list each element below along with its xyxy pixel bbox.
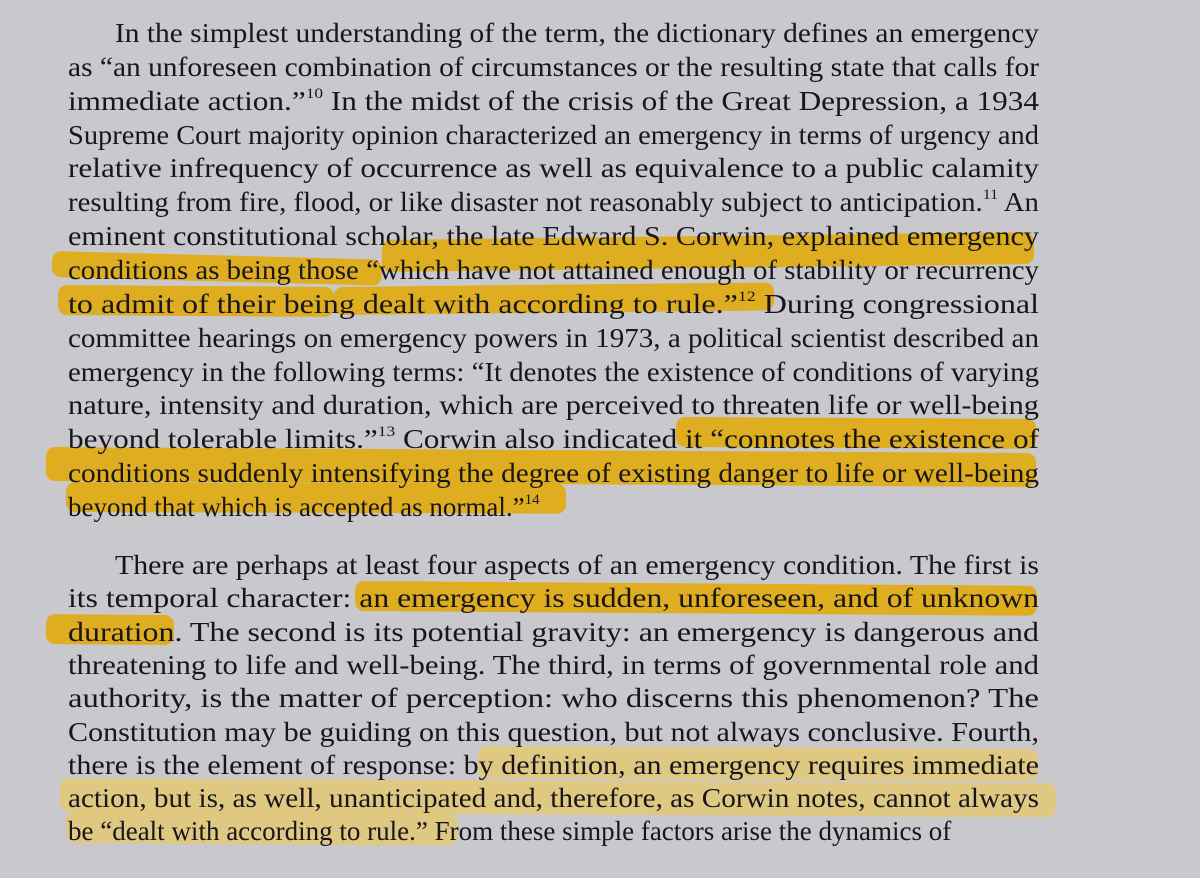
text-line [68, 456, 1039, 490]
text-run: resulting from fire, flood, or like disaster not reasonably subject to anticipation. [68, 187, 983, 218]
text-line [68, 321, 1039, 355]
text-run: conditions suddenly intensifying the degree of existing danger to life or well-being [68, 458, 1040, 489]
text-run: as “an unforeseen combination of circumstances or the resulting state that calls for [68, 51, 1040, 82]
text-line [68, 615, 1039, 649]
footnote-ref: 10 [305, 85, 324, 102]
text-run: action, but is, as well, unanticipated and, therefore, as Corwin notes, cannot always [68, 783, 1040, 814]
text-line [68, 355, 1039, 389]
text-line [68, 118, 1039, 152]
text-line [68, 581, 1039, 615]
text-run: Corwin also indicated it “connotes the existence of [395, 424, 1040, 455]
text-line [68, 253, 1039, 287]
text-run: beyond tolerable limits.” [68, 424, 378, 455]
text-run: to admit of their being dealt with according to rule.” [68, 288, 738, 319]
footnote-ref: 12 [737, 288, 756, 305]
text-run: relative infrequency of occurrence as well as equivalence to a public calamity [68, 153, 1039, 184]
text-line [68, 781, 1039, 815]
text-run: beyond that which is accepted as normal.” [68, 491, 525, 522]
text-line [115, 548, 1039, 582]
text-line [68, 287, 1039, 321]
text-run: its temporal character: an emergency is sudden, unforeseen, and of unknown [68, 583, 1039, 614]
footnote-ref: 11 [982, 187, 999, 204]
text-run: there is the element of response: by definition, an emergency requires immediate [68, 749, 1040, 780]
text-line [68, 151, 1039, 185]
text-run: During congressional [755, 288, 1040, 319]
text-run: eminent constitutional scholar, the late Edward S. Corwin, explained emergency [68, 221, 1040, 252]
text-run: committee hearings on emergency powers in 1973, a political scientist described an [68, 322, 1039, 353]
footnote-ref: 13 [377, 424, 396, 441]
text-line [68, 648, 1039, 682]
text-run: immediate action.” [68, 85, 306, 116]
text-line [68, 422, 1039, 456]
text-run: There are perhaps at least four aspects of an emergency condition. The first is [115, 550, 1040, 580]
text-run: conditions as being those “which have not attained enough of stability or recurrency [68, 254, 1039, 285]
text-line [68, 388, 1039, 422]
text-line [68, 84, 1039, 118]
text-line [68, 219, 1039, 253]
text-run: An [998, 187, 1039, 218]
text-run: In the midst of the crisis of the Great Depression, a 1934 [323, 85, 1040, 116]
text-run: authority, is the matter of perception: who discerns this phenomenon? The [68, 683, 1039, 714]
text-run: threatening to life and well-being. The third, in terms of governmental role and [68, 649, 1040, 680]
text-run: Supreme Court majority opinion characterized an emergency in terms of urgency and [68, 119, 1040, 150]
text-line [115, 16, 1039, 50]
text-run: emergency in the following terms: “It denotes the existence of conditions of varying [68, 356, 1039, 387]
text-run: Constitution may be guiding on this question, but not always conclusive. Fourth, [68, 716, 1039, 747]
text-run: duration. The second is its potential gravity: an emergency is dangerous and [68, 616, 1040, 647]
text-line [68, 715, 1039, 749]
text-run: be “dealt with according to rule.” From these simple factors arise the dynamics of [68, 816, 952, 847]
text-line [68, 185, 1039, 219]
footnote-ref: 14 [524, 491, 540, 508]
text-line [68, 814, 951, 848]
text-line [68, 681, 1039, 715]
text-line [68, 490, 540, 524]
text-run: In the simplest understanding of the term, the dictionary defines an emergency [115, 18, 1039, 48]
text-run: nature, intensity and duration, which are perceived to threaten life or well-being [68, 390, 1039, 421]
text-line [68, 50, 1039, 84]
text-line [68, 748, 1039, 782]
